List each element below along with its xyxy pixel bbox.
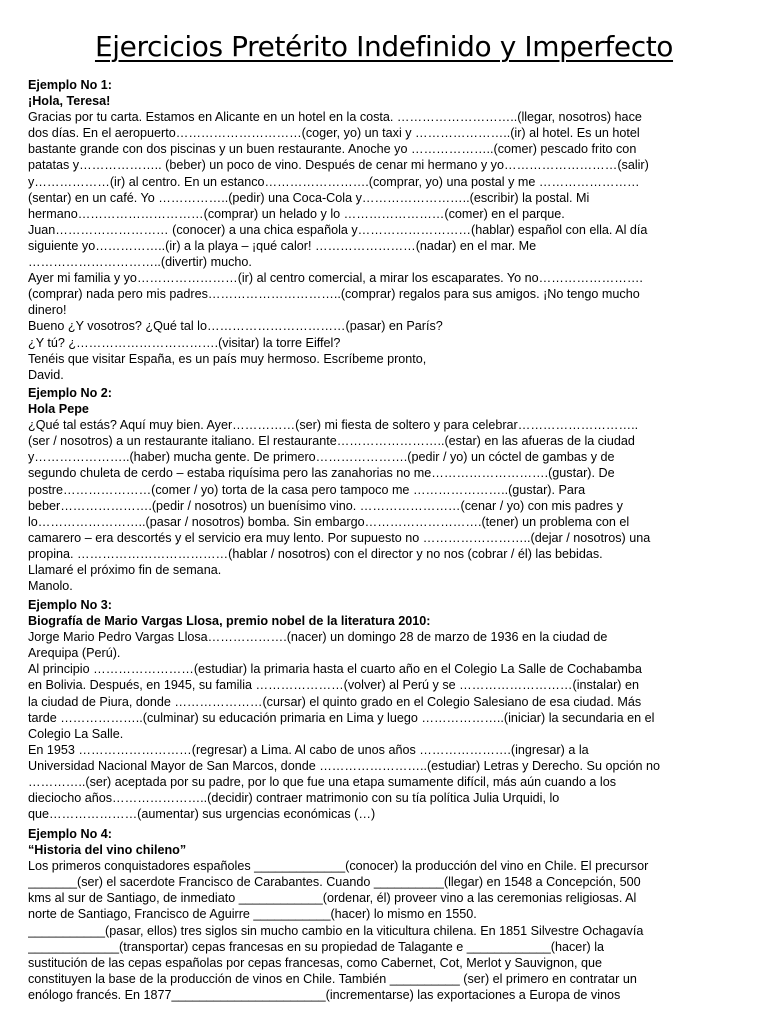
text-line: Universidad Nacional Mayor de San Marcos, donde ……………………..(estudiar) Letras y Derecho. Su opción no (28, 758, 661, 773)
exercise-body (28, 109, 750, 383)
text-line: Llamaré el próximo fin de semana. (28, 563, 222, 578)
text-line: Jorge Mario Pedro Vargas Llosa……………….(nacer) un domingo 28 de marzo de 1936 en la ciudad de (28, 630, 608, 645)
text-line: constituyen la base de la producción de vinos en Chile. También __________ (ser) el primero en contratar un (28, 971, 637, 986)
text-line: ___________(pasar, ellos) tres siglos sin mucho cambio en la viticultura chilena. En 1851 Silvestre Ochagavía (28, 923, 644, 938)
text-line: _______(ser) el sacerdote Francisco de Carabantes. Cuando __________(llegar) en 1548 a Concepción, 500 (28, 875, 641, 890)
exercise-heading: Ejemplo No 3: (28, 598, 112, 612)
text-line: En 1953 ………………………(regresar) a Lima. Al cabo de unos años ………………….(ingresar) a la (28, 742, 589, 757)
text-line: dinero! (28, 303, 67, 318)
exercise-3 (28, 597, 750, 822)
text-line: propina. ………………………………(hablar / nosotros) con el director y no nos (cobrar / él) las bebidas. (28, 546, 603, 561)
text-line: tarde ………………..(culminar) su educación primaria en Lima y luego ………………..(iniciar) la secundaria en el (28, 710, 655, 725)
exercise-heading: Ejemplo No 1: (28, 78, 112, 92)
text-line: Arequipa (Perú). (28, 646, 121, 661)
exercise-heading: Ejemplo No 4: (28, 827, 112, 841)
text-line: Al principio ……………………(estudiar) la primaria hasta el cuarto año en el Colegio La Salle de Cochabamba (28, 662, 642, 677)
text-line: Tenéis que visitar España, es un país muy hermoso. Escríbeme pronto, (28, 351, 427, 366)
text-line: Colegio La Salle. (28, 726, 124, 741)
text-line: camarero – era descortés y el servicio era muy lento. Por supuesto no ……………………..(dejar / nosotros) una (28, 530, 651, 545)
text-line: siguiente yo……………..(ir) a la playa – ¡qué calor! ……………………(nadar) en el mar. Me (28, 238, 537, 253)
text-line: Ayer mi familia y yo……………………(ir) al centro comercial, a mirar los escaparates. Yo no……………………. (28, 271, 643, 286)
text-line: dos días. En el aeropuerto…………………………(coger, yo) un taxi y …………………..(ir) al hotel. Es un hotel (28, 126, 640, 141)
text-line: Bueno ¿Y vosotros? ¿Qué tal lo……………………………(pasar) en París? (28, 319, 443, 334)
text-line: lo……………………..(pasar / nosotros) bomba. Sin embargo……………………….(tener) un problema con el (28, 514, 630, 529)
text-line: sustitución de las cepas españolas por cepas francesas, como Cabernet, Cot, Merlot y Sauvignon, que (28, 955, 603, 970)
text-line: (sentar) en un café. Yo ……………..(pedir) una Coca-Cola y……………………..(escribir) la postal. Mi (28, 190, 590, 205)
text-line: norte de Santiago, Francisco de Aguirre ___________(hacer) lo mismo en 1550. (28, 907, 477, 922)
exercise-subheading: Hola Pepe (28, 402, 89, 417)
exercise-body (28, 629, 750, 822)
text-line: (comprar) nada pero mis padres…………………………..(comprar) regalos para sus amigos. ¡No tengo mucho (28, 287, 640, 302)
text-line: Manolo. (28, 579, 73, 594)
exercise-4 (28, 826, 750, 1003)
page-title: Ejercicios Pretérito Indefinido y Imperfecto (94, 30, 674, 63)
text-line: en Bolivia. Después, en 1945, su familia …………………(volver) al Perú y se ………………………(instalar) en (28, 678, 639, 693)
text-line: Los primeros conquistadores españoles _____________(conocer) la producción del vino en Chile. El precursor (28, 859, 649, 874)
exercise-heading: Ejemplo No 2: (28, 386, 112, 400)
text-line: kms al sur de Santiago, de inmediato ____________(ordenar, él) proveer vino a las ceremonias religiosas. Al (28, 891, 637, 906)
exercise-1 (28, 77, 750, 383)
text-line: dieciocho años…………………..(decidir) contraer matrimonio con su tía política Julia Urquidi, lo (28, 791, 560, 806)
text-line: (ser / nosotros) a un restaurante italiano. El restaurante……………………..(estar) en las afueras de la ciudad (28, 434, 635, 449)
text-line: _____________(transportar) cepas francesas en su propiedad de Talagante e ____________(hacer) la (28, 939, 605, 954)
text-line: …………..(ser) aceptada por su padre, por lo que fue una etapa sumamente difícil, más aún cuando a los (28, 775, 617, 790)
text-line: segundo chuleta de cerdo – estaba riquísima pero las zanahorias no me……………………….(gustar). De (28, 466, 615, 481)
text-line: que…………………(aumentar) sus urgencias económicas (…) (28, 807, 376, 822)
text-line: Juan……………………… (conocer) a una chica española y………………………(hablar) español con ella. Al día (28, 222, 648, 237)
exercise-2 (28, 385, 750, 594)
text-line: …………………………..(divertir) mucho. (28, 255, 252, 270)
exercise-body (28, 858, 750, 1003)
text-line: la ciudad de Piura, donde …………………(cursar) el quinto grado en el Colegio Salesiano de esa ciudad. Más (28, 694, 642, 709)
text-line: David. (28, 367, 64, 382)
exercise-body (28, 417, 750, 594)
text-line: y…………………..(haber) mucha gente. De primero………………….(pedir / yo) un cóctel de gambas y de (28, 450, 615, 465)
text-line: y………………(ir) al centro. En un estanco…………………….(comprar, yo) una postal y me …………………… (28, 174, 640, 189)
text-line: hermano…………………………(comprar) un helado y lo ……………………(comer) en el parque. (28, 206, 565, 221)
text-line: bastante grande con dos piscinas y un buen restaurante. Anoche yo ………………..(comer) pescado frito con (28, 142, 637, 157)
exercise-subheading: ¡Hola, Teresa! (28, 94, 111, 109)
text-line: enólogo francés. En 1877______________________(incrementarse) las exportaciones a Europa de vinos (28, 987, 621, 1002)
text-line: postre…………………(comer / yo) torta de la casa pero tampoco me …………………..(gustar). Para (28, 482, 586, 497)
text-line: patatas y……………….. (beber) un poco de vino. Después de cenar mi hermano y yo………………………(salir) (28, 158, 649, 173)
text-line: ¿Y tú? ¿…………………………….(visitar) la torre Eiffel? (28, 335, 341, 350)
text-line: beber………………….(pedir / nosotros) un buenísimo vino. ……………………(cenar / yo) con mis padres y (28, 498, 623, 513)
text-line: Gracias por tu carta. Estamos en Alicante en un hotel en la costa. ………………………..(llegar, nosotros) hace (28, 110, 642, 125)
exercise-subheading: “Historia del vino chileno” (28, 843, 187, 858)
exercise-subheading: Biografía de Mario Vargas Llosa, premio nobel de la literatura 2010: (28, 614, 431, 629)
text-line: ¿Qué tal estás? Aquí muy bien. Ayer……………(ser) mi fiesta de soltero y para celebrar……………………….. (28, 418, 639, 433)
